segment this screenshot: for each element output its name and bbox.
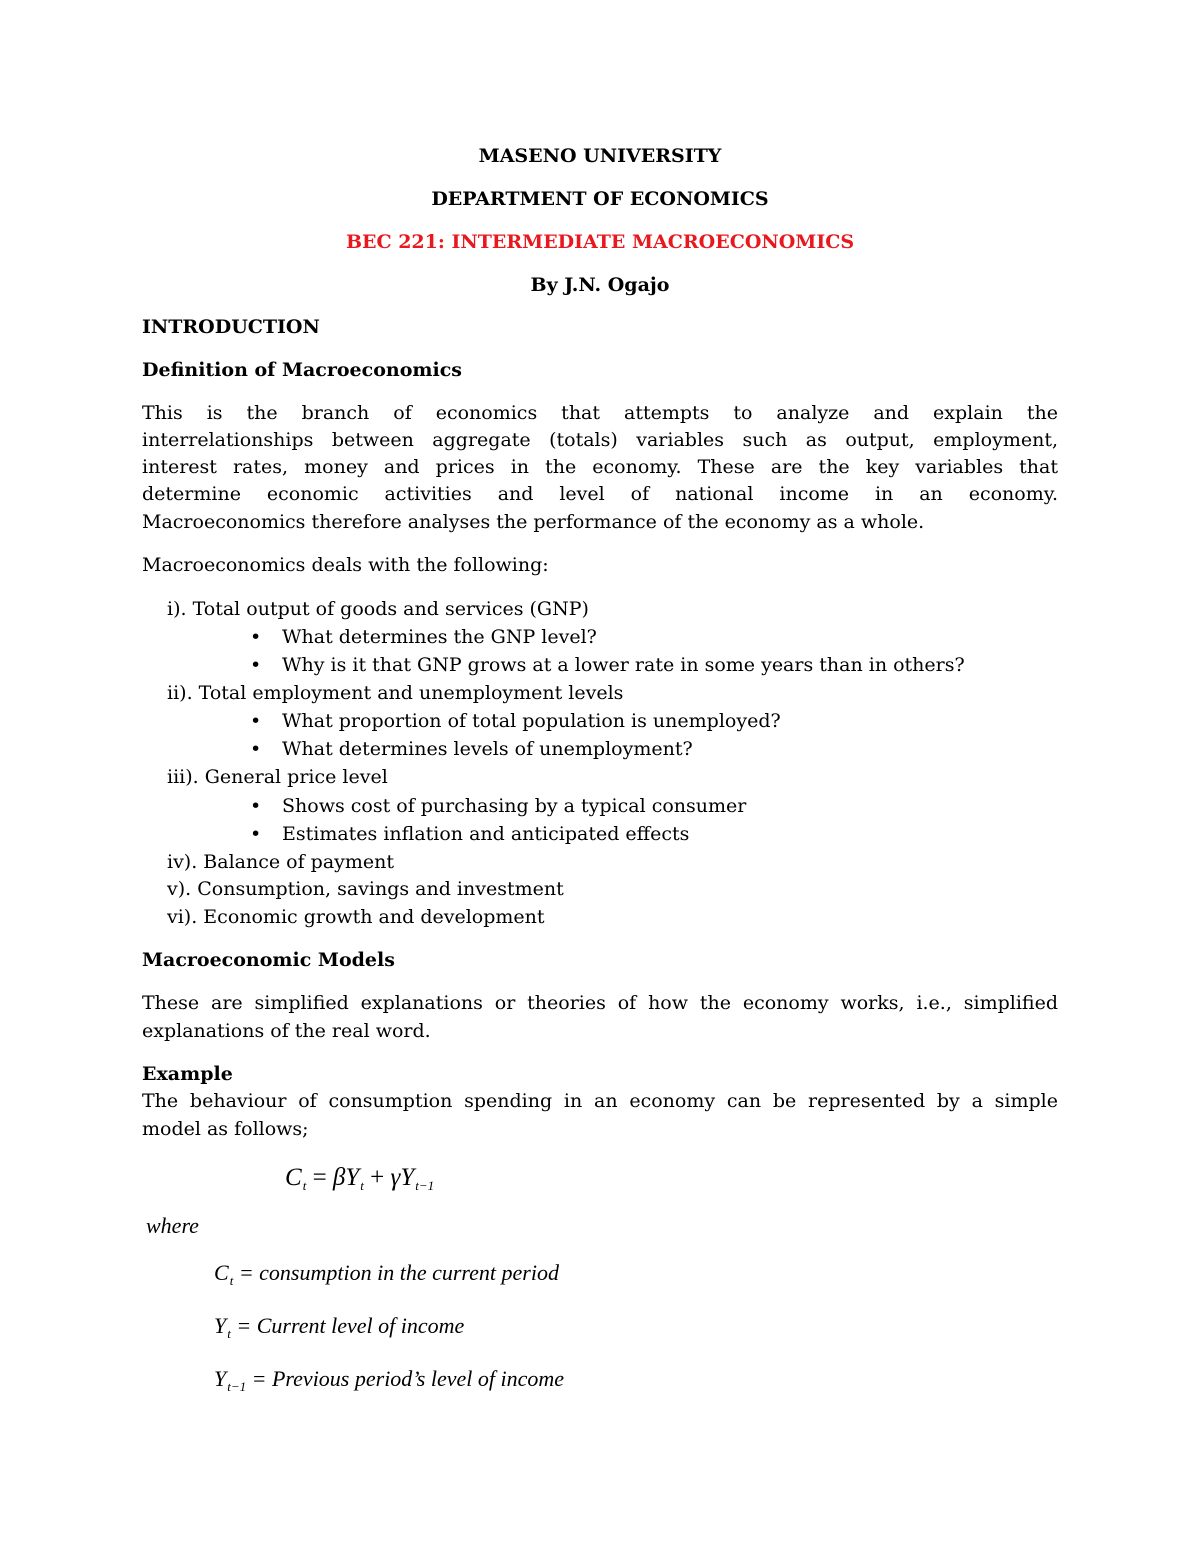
- equation-symbol: Y: [345, 1164, 360, 1191]
- equation-operator: +: [363, 1164, 391, 1191]
- paragraph-line: The behaviour of consumption spending in an economy can be represented by a simple: [142, 1090, 1058, 1112]
- definition-subscript: t: [227, 1326, 231, 1341]
- deals-intro: Macroeconomics deals with the following:: [142, 554, 549, 576]
- definition-line: [214, 1312, 464, 1343]
- where-label: where: [146, 1213, 199, 1238]
- equation-symbol: γ: [390, 1164, 401, 1191]
- definition-heading: Definition of Macroeconomics: [142, 359, 462, 381]
- list-item: ii). Total employment and unemployment levels: [167, 682, 624, 704]
- paragraph-line: interest rates, money and prices in the economy. These are the key variables that: [142, 456, 1058, 478]
- definition-subscript: t: [229, 1273, 234, 1288]
- list-item: iv). Balance of payment: [167, 851, 395, 873]
- bullet-item: What determines the GNP level?: [282, 626, 597, 648]
- bullet-icon: •: [250, 795, 262, 817]
- paragraph-line: model as follows;: [142, 1118, 309, 1140]
- equation-subscript: t: [302, 1178, 307, 1193]
- consumption-equation: [285, 1163, 434, 1196]
- definition-text: = Previous period’s level of income: [246, 1366, 565, 1391]
- definition-symbol: Y: [214, 1313, 227, 1338]
- definition-subscript: t−1: [227, 1379, 247, 1394]
- list-item: v). Consumption, savings and investment: [167, 878, 564, 900]
- equation-operator: =: [306, 1164, 333, 1191]
- equation-symbol: β: [332, 1164, 346, 1191]
- example-heading: Example: [142, 1063, 233, 1085]
- paragraph-line: Macroeconomics therefore analyses the performance of the economy as a whole.: [142, 511, 925, 533]
- bullet-item: What proportion of total population is unemployed?: [282, 710, 781, 732]
- bullet-item: What determines levels of unemployment?: [282, 738, 693, 760]
- equation-subscript: t−1: [415, 1178, 435, 1193]
- bullet-icon: •: [250, 738, 262, 760]
- university-title: MASENO UNIVERSITY: [478, 145, 722, 167]
- bullet-icon: •: [250, 710, 262, 732]
- equation-symbol: Y: [400, 1164, 415, 1191]
- introduction-heading: INTRODUCTION: [142, 316, 320, 338]
- definition-text: = consumption in the current period: [233, 1260, 559, 1285]
- definition-symbol: Y: [214, 1366, 227, 1391]
- paragraph-line: determine economic activities and level of national income in an economy.: [142, 483, 1058, 505]
- definition-line: [214, 1259, 559, 1290]
- bullet-icon: •: [250, 654, 262, 676]
- definition-text: = Current level of income: [230, 1313, 465, 1338]
- equation-subscript: t: [360, 1178, 364, 1193]
- list-item: iii). General price level: [167, 766, 388, 788]
- department-title: DEPARTMENT OF ECONOMICS: [431, 188, 769, 210]
- bullet-item: Why is it that GNP grows at a lower rate in some years than in others?: [282, 654, 965, 676]
- paragraph-line: This is the branch of economics that attempts to analyze and explain the: [142, 402, 1058, 424]
- paragraph-line: interrelationships between aggregate (totals) variables such as output, employment,: [142, 429, 1058, 451]
- definition-symbol: C: [214, 1260, 229, 1285]
- list-item: i). Total output of goods and services (GNP): [167, 598, 589, 620]
- course-title: BEC 221: INTERMEDIATE MACROECONOMICS: [345, 231, 855, 253]
- list-item: vi). Economic growth and development: [167, 906, 545, 928]
- bullet-icon: •: [250, 626, 262, 648]
- bullet-item: Shows cost of purchasing by a typical consumer: [282, 795, 747, 817]
- bullet-icon: •: [250, 823, 262, 845]
- definition-line: [214, 1365, 564, 1396]
- models-heading: Macroeconomic Models: [142, 949, 395, 971]
- paragraph-line: These are simplified explanations or theories of how the economy works, i.e., simplified: [142, 992, 1058, 1014]
- equation-symbol: C: [285, 1164, 302, 1191]
- bullet-item: Estimates inflation and anticipated effects: [282, 823, 690, 845]
- author-line: By J.N. Ogajo: [530, 274, 670, 296]
- paragraph-line: explanations of the real word.: [142, 1020, 431, 1042]
